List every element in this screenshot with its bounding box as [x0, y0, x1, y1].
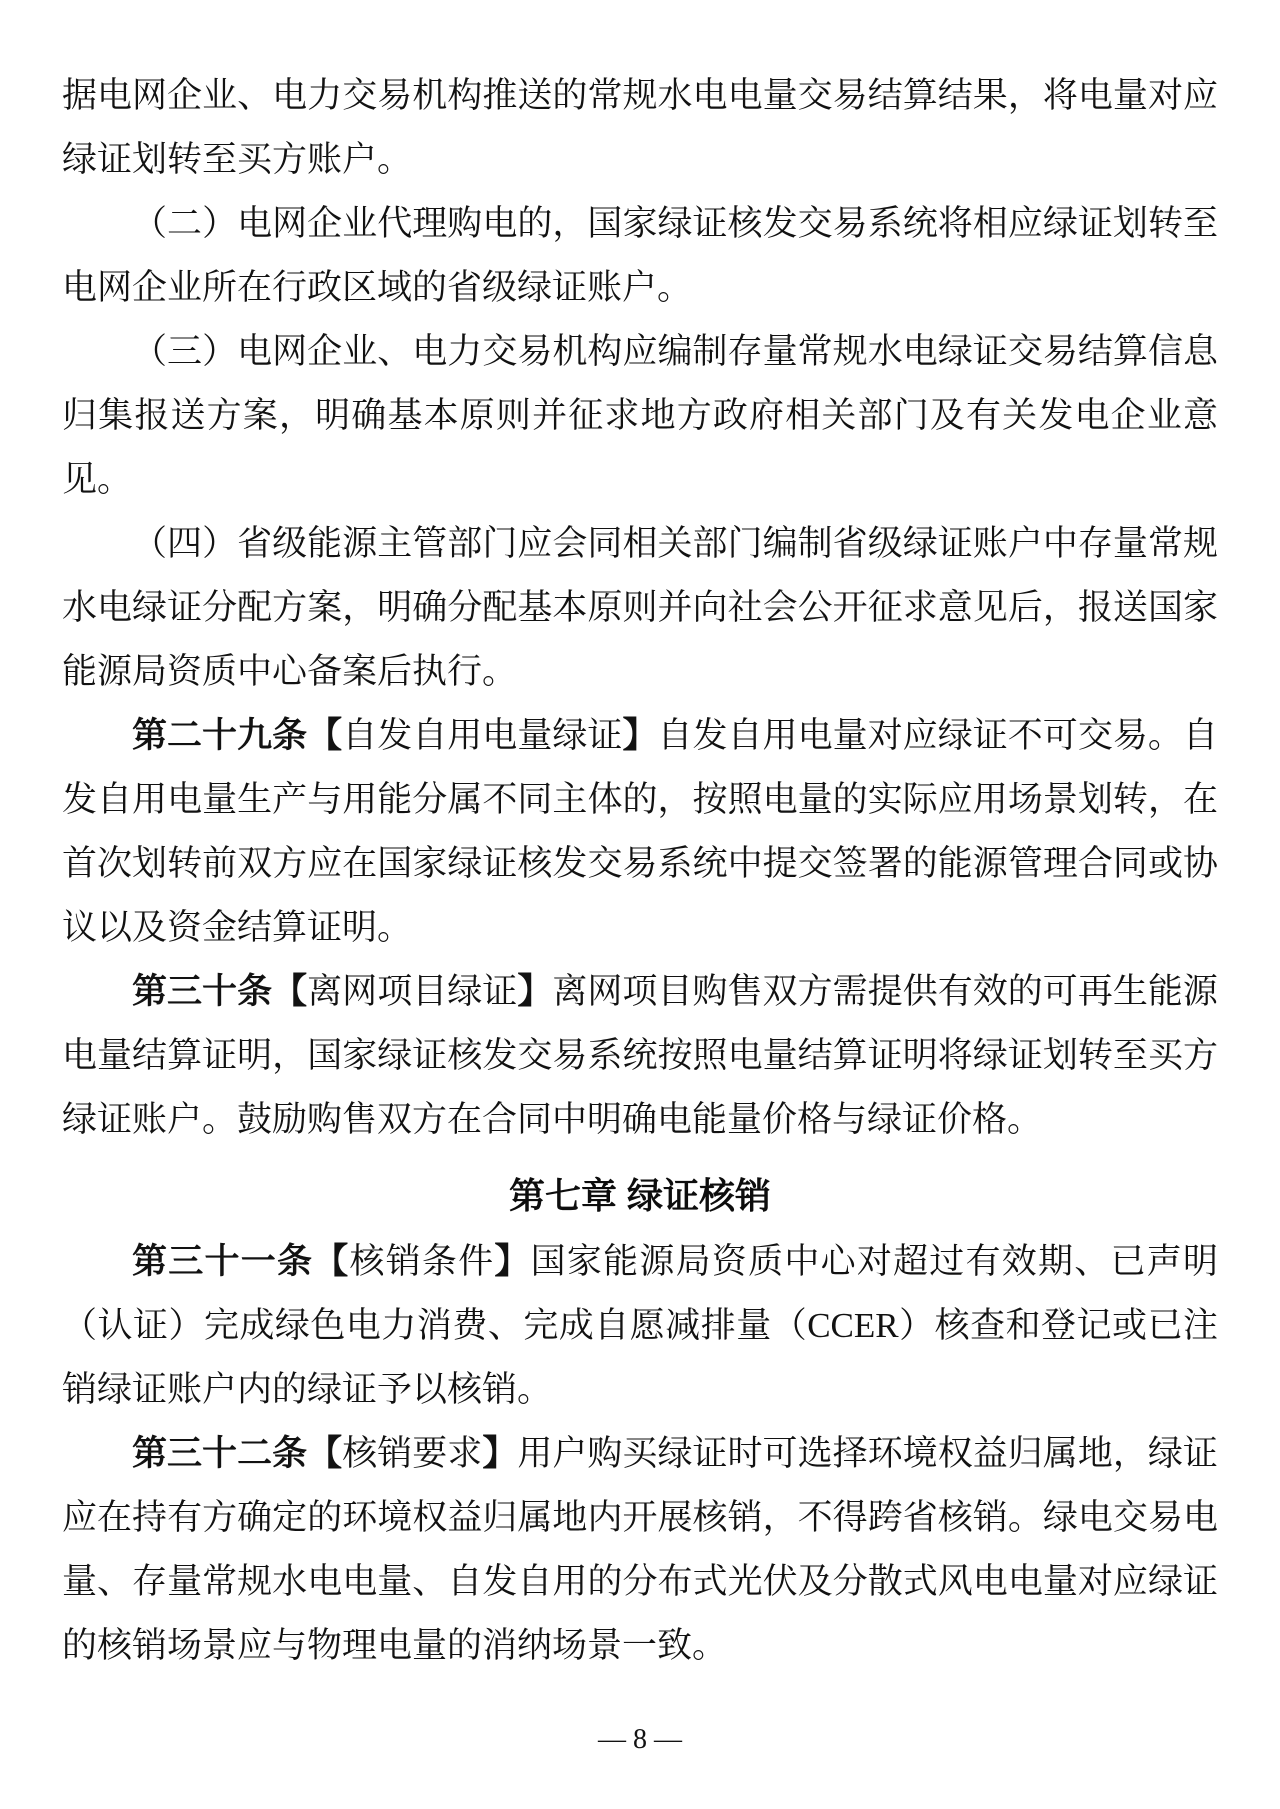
paragraph-article-32 [62, 1422, 1218, 1678]
paragraph-continuation: 据电网企业、电力交易机构推送的常规水电电量交易结算结果，将电量对应绿证划转至买方账户。 [62, 76, 1218, 179]
article-31-open-bracket: 【 [313, 1242, 350, 1281]
paragraph-article-29 [62, 704, 1218, 960]
paragraph-item-2: （二）电网企业代理购电的，国家绿证核发交易系统将相应绿证划转至电网企业所在行政区域的省级绿证账户。 [62, 204, 1218, 307]
article-30-open-bracket: 【 [272, 972, 308, 1011]
paragraph-article-30 [62, 960, 1218, 1152]
article-31-number: 第三十一条 [132, 1242, 314, 1281]
article-32-number: 第三十二条 [132, 1434, 308, 1473]
article-31-label: 核销条件 [349, 1242, 495, 1281]
paragraph-article-31 [62, 1230, 1218, 1422]
article-29-number: 第二十九条 [132, 716, 308, 755]
document-body [62, 64, 1218, 1678]
article-29-label: 自发自用电量绿证 [342, 716, 623, 755]
article-31-body: 国家能源局资质中心对超过有效期、已声明（认证）完成绿色电力消费、完成自愿减排量（CCER）核查和登记或已注销绿证账户内的绿证予以核销。 [62, 1242, 1218, 1409]
paragraph-item-3: （三）电网企业、电力交易机构应编制存量常规水电绿证交易结算信息归集报送方案，明确基本原则并征求地方政府相关部门及有关发电企业意见。 [62, 332, 1218, 499]
article-31-close-bracket: 】 [494, 1242, 531, 1281]
article-30-close-bracket: 】 [517, 972, 553, 1011]
page-number: — 8 — [598, 1724, 682, 1755]
chapter-heading: 第七章 绿证核销 [508, 1175, 771, 1216]
article-30-number: 第三十条 [132, 972, 273, 1011]
article-30-label: 离网项目绿证 [307, 972, 518, 1011]
article-32-open-bracket: 【 [307, 1434, 343, 1473]
article-29-body: 自发自用电量对应绿证不可交易。自发自用电量生产与用能分属不同主体的，按照电量的实际应用场景划转，在首次划转前双方应在国家绿证核发交易系统中提交签署的能源管理合同或协议以及资金结算证明。 [62, 716, 1218, 947]
article-29-close-bracket: 】 [622, 716, 658, 755]
page-footer [62, 1724, 1218, 1756]
article-32-label: 核销要求 [342, 1434, 483, 1473]
article-29-open-bracket: 【 [307, 716, 343, 755]
article-32-close-bracket: 】 [482, 1434, 518, 1473]
paragraph-item-4: （四）省级能源主管部门应会同相关部门编制省级绿证账户中存量常规水电绿证分配方案，明确分配基本原则并向社会公开征求意见后，报送国家能源局资质中心备案后执行。 [62, 524, 1218, 691]
article-30-body: 离网项目购售双方需提供有效的可再生能源电量结算证明，国家绿证核发交易系统按照电量结算证明将绿证划转至买方绿证账户。鼓励购售双方在合同中明确电能量价格与绿证价格。 [62, 972, 1218, 1139]
article-32-body: 用户购买绿证时可选择环境权益归属地，绿证应在持有方确定的环境权益归属地内开展核销，不得跨省核销。绿电交易电量、存量常规水电电量、自发自用的分布式光伏及分散式风电电量对应绿证的核销场景应与物理电量的消纳场景一致。 [62, 1434, 1218, 1665]
